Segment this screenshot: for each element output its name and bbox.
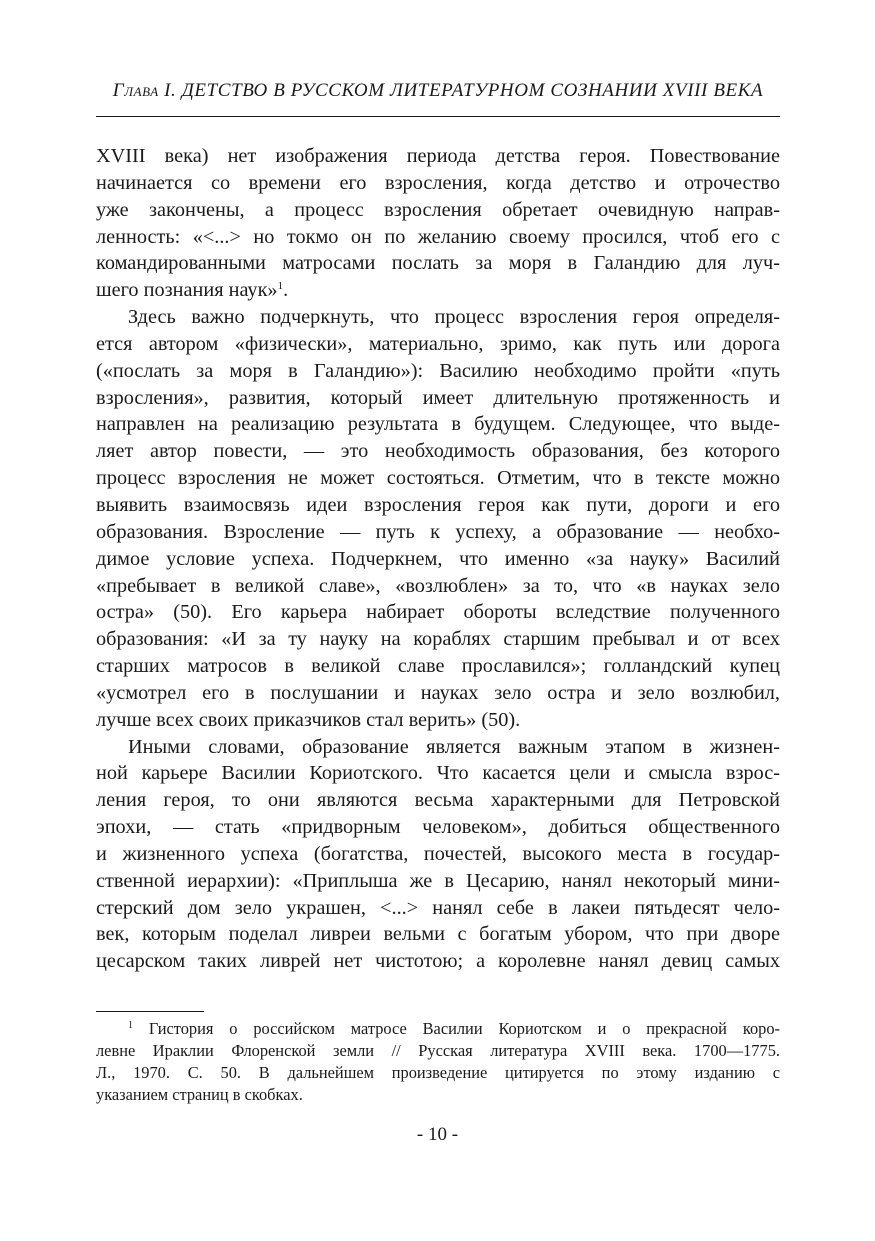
text-line: старших матросов в великой славе прославился»; голландский купец	[96, 655, 780, 678]
text-line: взросления», развития, который имеет длительную протяженность и	[96, 386, 780, 409]
footnote-reference[interactable]: 1	[277, 280, 284, 293]
text-line: эпохи, — стать «придворным человеком», добиться общественного	[96, 816, 780, 839]
footnote-text: Гистория о российском матросе Василии Кориотском и о прекрасной коро-	[133, 1019, 780, 1038]
footnote-rule	[96, 1011, 204, 1012]
running-head-chapter-word: Глава	[112, 80, 159, 101]
text-line: стерский дом зело украшен, <...> нанял себе в лакеи пятьдесят чело-	[96, 896, 780, 919]
text-line: образования. Взросление — путь к успеху, а образование — необхо-	[96, 520, 780, 543]
text-line: Здесь важно подчеркнуть, что процесс взросления героя определя-	[128, 306, 780, 329]
footnote-marker: 1	[128, 1020, 133, 1031]
text-line: «пребывает в великой славе», «возлюблен» за то, что «в науках зело	[96, 574, 780, 597]
text-line: ной карьере Василии Кориотского. Что касается цели и смысла взрос-	[96, 762, 780, 785]
text-line: ется автором «физически», материально, зримо, как путь или дорога	[96, 332, 780, 355]
running-head	[96, 80, 780, 102]
text-line: век, которым поделал ливреи вельми с богатым убором, что при дворе	[96, 923, 780, 946]
text-line: димое условие успеха. Подчеркнем, что именно «за науку» Василий	[96, 547, 780, 570]
paragraph-2	[96, 304, 780, 734]
footnote-line: Л., 1970. С. 50. В дальнейшем произведение цитируется по этому изданию с	[96, 1063, 780, 1082]
paragraph-1	[96, 143, 780, 304]
text-line: ления героя, то они являются весьма характерными для Петровской	[96, 789, 780, 812]
footnote	[96, 1018, 780, 1106]
text-line: направлен на реализацию результата в будущем. Следующее, что выде-	[96, 413, 780, 436]
main-text	[96, 143, 780, 975]
text-line: («послать за моря в Галандию»): Василию необходимо пройти «путь	[96, 359, 780, 382]
text-line-last	[96, 277, 780, 304]
text-line: начинается со времени его взросления, когда детство и отрочество	[96, 171, 780, 194]
text-line: остра» (50). Его карьера набирает обороты вследствие полученного	[96, 601, 780, 624]
footnote-line: левне Ираклии Флоренской земли // Русская литература XVIII века. 1700—1775.	[96, 1041, 780, 1060]
header-rule	[96, 116, 780, 117]
text-line: цесарском таких ливрей нет чистотою; а королевне нанял девиц самых	[96, 950, 780, 973]
paragraph-3	[96, 734, 780, 976]
running-head-title: I. ДЕТСТВО В РУССКОМ ЛИТЕРАТУРНОМ СОЗНАНИИ XVIII ВЕКА	[164, 80, 764, 101]
text-line: лучше всех своих приказчиков стал верить» (50).	[96, 708, 521, 731]
sentence-end: .	[283, 279, 289, 302]
text-line: и жизненного успеха (богатства, почестей, высокого места в государ-	[96, 842, 780, 865]
footnote-line: указанием страниц в скобках.	[96, 1085, 303, 1104]
text-line: шего познания наук»	[96, 279, 278, 302]
text-line: образования: «И за ту науку на кораблях старшим пребывал и от всех	[96, 628, 780, 651]
text-line: ляет автор повести, — это необходимость образования, без которого	[96, 440, 780, 463]
text-line: командированными матросами послать за моря в Галандию для луч-	[96, 252, 780, 275]
footnote-line	[96, 1018, 780, 1040]
text-line: процесс взросления не может состояться. Отметим, что в тексте можно	[96, 467, 780, 490]
text-line: выявить взаимосвязь идеи взросления героя как пути, дороги и его	[96, 493, 780, 516]
text-line: XVIII века) нет изображения периода детства героя. Повествование	[96, 145, 780, 167]
text-line: ственной иерархии): «Приплыша же в Цесарию, нанял некоторый мини-	[96, 869, 780, 892]
text-line: Иными словами, образование является важным этапом в жизнен-	[128, 735, 780, 758]
text-line: «усмотрел его в послушании и науках зело остра и зело возлюбил,	[96, 681, 780, 704]
page-number: - 10 -	[416, 1124, 459, 1145]
text-line: уже закончены, а процесс взросления обретает очевидную направ-	[96, 198, 780, 221]
text-line: ленность: «<...> но токмо он по желанию своему просился, чтоб его с	[96, 225, 780, 248]
